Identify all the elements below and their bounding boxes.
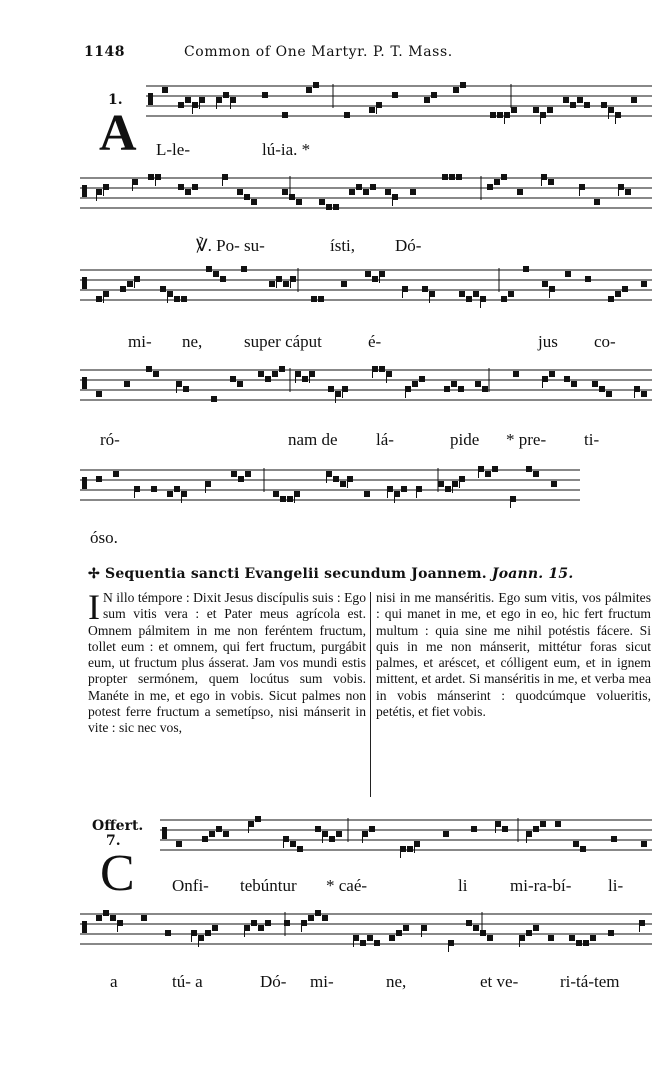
lyric-syllable: óso. (90, 528, 118, 547)
lyric-syllable: jus (538, 332, 558, 351)
alleluia-number: 1. (108, 92, 123, 108)
lyric-syllable: ne, (182, 332, 203, 351)
music-staff (80, 170, 652, 210)
lyric-syllable: L-le- (156, 140, 190, 159)
music-staff (80, 262, 652, 302)
lyric-syllable: * caé- (326, 876, 368, 895)
music-staff (80, 362, 652, 402)
gospel-text-right: nisi in me manséritis. Ego sum vitis, vos pálmites : qui manet in me, et ego in eo, hic fert fructum multum : quia sine me nihil potéstis fácere. Si quis in me non mánserit, mittétur foras sicut palmes, et aréscet, et cólligent eum, et in ignem mittent, et ardet. Si manséritis in me, et verba mea in vobis mánserint : quodcúmque volueritis, petétis, et fiet vobis. (376, 590, 651, 720)
lyric-syllable: nam de (288, 430, 338, 449)
lyric-syllable: lú-ia. * (262, 140, 311, 159)
page-number: 1148 (84, 44, 125, 60)
offertory-label: Offert. (92, 818, 144, 834)
cross-icon: ✢ (88, 566, 100, 582)
staff-lines (160, 812, 652, 872)
staff-lines (80, 362, 652, 422)
alleluia-initial: A (99, 105, 137, 162)
lyric-syllable: mi- (310, 972, 334, 991)
lyric-syllable: Dó- (395, 236, 422, 255)
lyric-syllable: li- (608, 876, 624, 895)
lyric-syllable: é- (368, 332, 382, 351)
staff-lines (80, 462, 580, 522)
staff-lines (80, 262, 652, 322)
lyric-syllable: lá- (376, 430, 394, 449)
gospel-initial: I (88, 587, 100, 627)
lyric-syllable: ísti, (330, 236, 356, 255)
gospel-heading-text: Sequentia sancti Evangelii secundum Joannem. (105, 566, 487, 582)
gospel-heading (88, 566, 658, 582)
staff-lines (80, 170, 652, 230)
lyric-syllable: ti- (584, 430, 600, 449)
page-title: Common of One Martyr. P. T. Mass. (184, 44, 453, 60)
lyric-syllable: Onfi- (172, 876, 209, 895)
lyric-syllable: co- (594, 332, 616, 351)
lyric-syllable: mi-ra-bí- (510, 876, 572, 895)
page-header (84, 44, 453, 60)
music-staff (80, 462, 652, 502)
lyric-syllable: super cáput (244, 332, 322, 351)
column-divider (370, 592, 371, 797)
lyric-syllable: * pre- (506, 430, 547, 449)
lyric-syllable: ri-tá-tem (560, 972, 620, 991)
music-staff (160, 812, 652, 852)
music-staff (80, 906, 652, 946)
music-staff (146, 78, 652, 118)
gospel-text-left: N illo témpore : Dixit Jesus discípulis suis : Ego sum vitis vera : et Pater meus agrícola est. Omnem pálmitem in me non feréntem fructum, tollet eum : et omnem, qui fert fructum, purgábit eum, ut fructum plus ásserat. Jam vos mundi estis propter sermónem, quem locútus sum vobis. Manéte in me, et ego in vobis. Sicut palmes non potest ferre fructum a semetípso, nisi mánserit in vite : sic nec vos, (88, 590, 366, 736)
lyric-syllable: mi- (128, 332, 152, 351)
lyric-syllable: Dó- (260, 972, 287, 991)
lyric-syllable: pide (450, 430, 480, 449)
offertory-initial: C (100, 845, 135, 902)
lyric-syllable: et ve- (480, 972, 519, 991)
lyric-syllable: ℣. Po- su- (196, 236, 265, 255)
staff-lines (146, 78, 652, 138)
lyric-syllable: tebúntur (240, 876, 297, 895)
lyric-syllable: ne, (386, 972, 407, 991)
lyric-syllable: a (110, 972, 118, 991)
lyric-syllable: li (458, 876, 468, 895)
lyric-syllable: tú- a (172, 972, 203, 991)
gospel-column-left (88, 587, 366, 737)
gospel-reference: Joann. 15. (491, 566, 574, 582)
gospel-column-right (376, 590, 651, 720)
offertory-number: 7. (106, 833, 121, 849)
staff-lines (80, 906, 652, 966)
lyric-syllable: ró- (100, 430, 120, 449)
